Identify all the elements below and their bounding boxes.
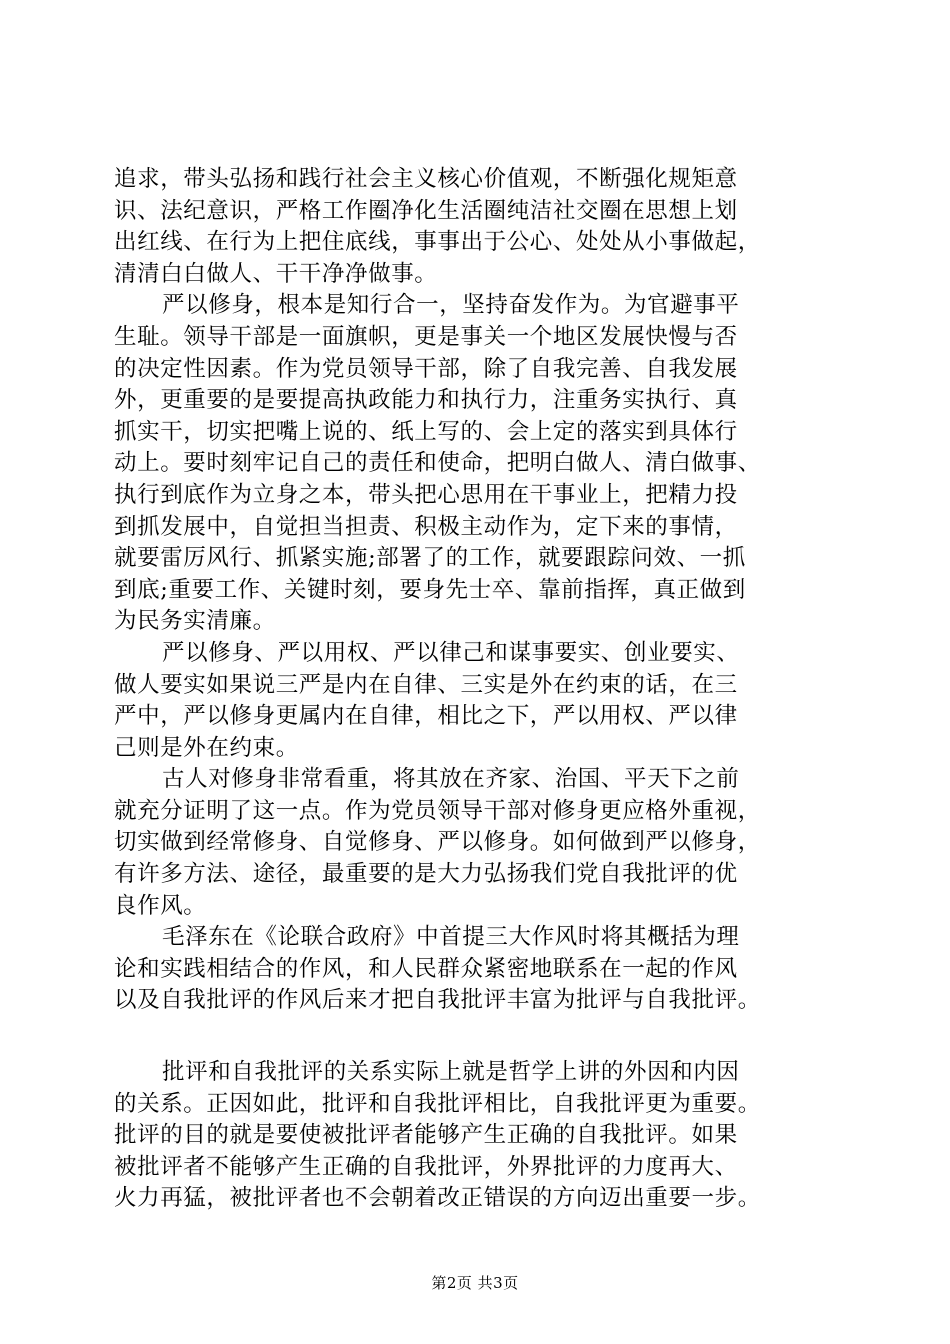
paragraph [114, 638, 854, 764]
text-line: 生耻。领导干部是一面旗帜，更是事关一个地区发展快慢与否 [114, 323, 738, 350]
text-line: 执行到底作为立身之本，带头把心思用在干事业上，把精力投 [114, 481, 738, 508]
text-line: 做人要实如果说三严是内在自律、三实是外在约束的话，在三 [114, 671, 738, 698]
text-line: 批评的目的就是要使被批评者能够产生正确的自我批评。如果 [114, 1122, 738, 1149]
text-line: 抓实干，切实把嘴上说的、纸上写的、会上定的落实到具体行 [114, 418, 738, 445]
text-line: 外，更重要的是要提高执政能力和执行力，注重务实执行、真 [114, 387, 738, 414]
page-number-footer: 第2页 共3页 [431, 1274, 519, 1292]
text-line: 到底;重要工作、关键时刻，要身先士卒、靠前指挥，真正做到 [114, 576, 746, 603]
paragraph [114, 764, 854, 922]
text-line: 论和实践相结合的作风，和人民群众紧密地联系在一起的作风 [114, 955, 738, 982]
text-line: 出红线、在行为上把住底线，事事出于公心、处处从小事做起， [114, 229, 761, 256]
paragraph-spacer [114, 1017, 854, 1057]
text-line: 识、法纪意识，严格工作圈净化生活圈纯洁社交圈在思想上划 [114, 197, 738, 224]
paragraph [114, 1057, 854, 1215]
paragraph [114, 922, 854, 1017]
text-line: 严以修身，根本是知行合一，坚持奋发作为。为官避事平 [162, 292, 740, 319]
text-line: 古人对修身非常看重，将其放在齐家、治国、平天下之前 [162, 766, 740, 793]
text-line: 毛泽东在《论联合政府》中首提三大作风时将其概括为理 [162, 924, 740, 951]
text-line: 为民务实清廉。 [114, 608, 276, 635]
text-line: 被批评者不能够产生正确的自我批评，外界批评的力度再大、 [114, 1153, 738, 1180]
document-body [114, 164, 854, 1215]
text-line: 的关系。正因如此，批评和自我批评相比，自我批评更为重要。 [114, 1090, 761, 1117]
text-line: 有许多方法、途径，最重要的是大力弘扬我们党自我批评的优 [114, 861, 738, 888]
text-line: 严中，严以修身更属内在自律，相比之下，严以用权、严以律 [114, 703, 738, 730]
text-line: 己则是外在约束。 [114, 734, 299, 761]
text-line: 动上。要时刻牢记自己的责任和使命，把明白做人、清白做事、 [114, 450, 761, 477]
text-line: 切实做到经常修身、自觉修身、严以修身。如何做到严以修身， [114, 829, 761, 856]
paragraph [114, 164, 854, 290]
text-line: 以及自我批评的作风后来才把自我批评丰富为批评与自我批评。 [114, 987, 761, 1014]
text-line: 就要雷厉风行、抓紧实施;部署了的工作，就要跟踪问效、一抓 [114, 545, 746, 572]
text-line: 到抓发展中，自觉担当担责、积极主动作为，定下来的事情， [114, 513, 738, 540]
text-line: 的决定性因素。作为党员领导干部，除了自我完善、自我发展 [114, 355, 738, 382]
text-line: 火力再猛，被批评者也不会朝着改正错误的方向迈出重要一步。 [114, 1185, 761, 1212]
text-line: 追求，带头弘扬和践行社会主义核心价值观，不断强化规矩意 [114, 166, 738, 192]
paragraph [114, 290, 854, 638]
text-line: 严以修身、严以用权、严以律己和谋事要实、创业要实、 [162, 639, 740, 666]
text-line: 良作风。 [114, 892, 207, 919]
text-line: 就充分证明了这一点。作为党员领导干部对修身更应格外重视， [114, 797, 761, 824]
text-line: 清清白白做人、干干净净做事。 [114, 260, 438, 287]
text-line: 批评和自我批评的关系实际上就是哲学上讲的外因和内因 [162, 1059, 740, 1086]
